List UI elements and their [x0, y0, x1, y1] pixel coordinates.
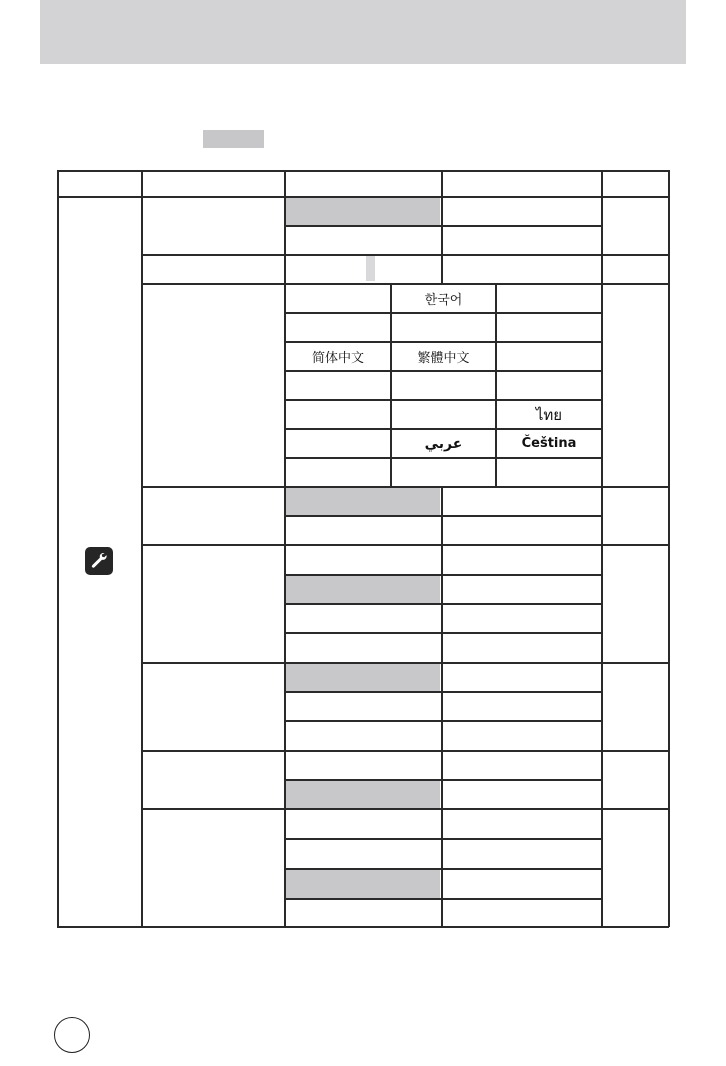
page-number-circle	[54, 1017, 90, 1053]
row-divider	[57, 196, 669, 198]
wrench-icon	[85, 547, 113, 575]
table-border-top	[57, 170, 669, 172]
highlight-cell	[286, 575, 440, 603]
col-divider	[441, 170, 443, 197]
language-chinese-simplified: 简体中文	[311, 351, 364, 366]
language-czech: Čeština	[521, 436, 577, 451]
row-divider	[141, 254, 669, 256]
row-divider	[141, 750, 669, 752]
highlight-cell	[286, 198, 440, 225]
subrow-divider	[284, 868, 602, 870]
subrow-divider	[284, 457, 602, 459]
highlight-cell	[286, 870, 440, 899]
table-border-left	[57, 170, 59, 927]
subrow-divider	[284, 515, 602, 517]
highlight-sliver	[366, 256, 375, 281]
subrow-divider	[284, 603, 602, 605]
col-divider	[441, 197, 443, 283]
language-thai: ไทย	[535, 405, 563, 424]
subrow-divider	[284, 779, 602, 781]
highlight-cell	[286, 487, 440, 515]
header-band	[40, 0, 686, 64]
language-arabic: عربي	[424, 435, 463, 452]
language-chinese-traditional: 繁體中文	[417, 351, 470, 366]
subrow-divider	[284, 225, 602, 227]
subrow-divider	[284, 632, 602, 634]
subrow-divider	[284, 898, 602, 900]
subrow-divider	[284, 720, 602, 722]
row-divider	[141, 544, 669, 546]
subrow-divider	[284, 312, 602, 314]
highlight-cell	[286, 780, 440, 808]
language-korean: 한국어	[424, 293, 463, 308]
subrow-divider	[284, 838, 602, 840]
highlight-tag	[203, 130, 264, 148]
table-border-bottom	[57, 926, 669, 928]
row-divider	[141, 662, 669, 664]
subrow-divider	[284, 691, 602, 693]
highlight-cell	[286, 663, 440, 691]
subrow-divider	[284, 370, 602, 372]
row-divider	[141, 808, 669, 810]
row-divider	[141, 486, 669, 488]
col-divider	[441, 486, 443, 927]
subrow-divider	[284, 574, 602, 576]
